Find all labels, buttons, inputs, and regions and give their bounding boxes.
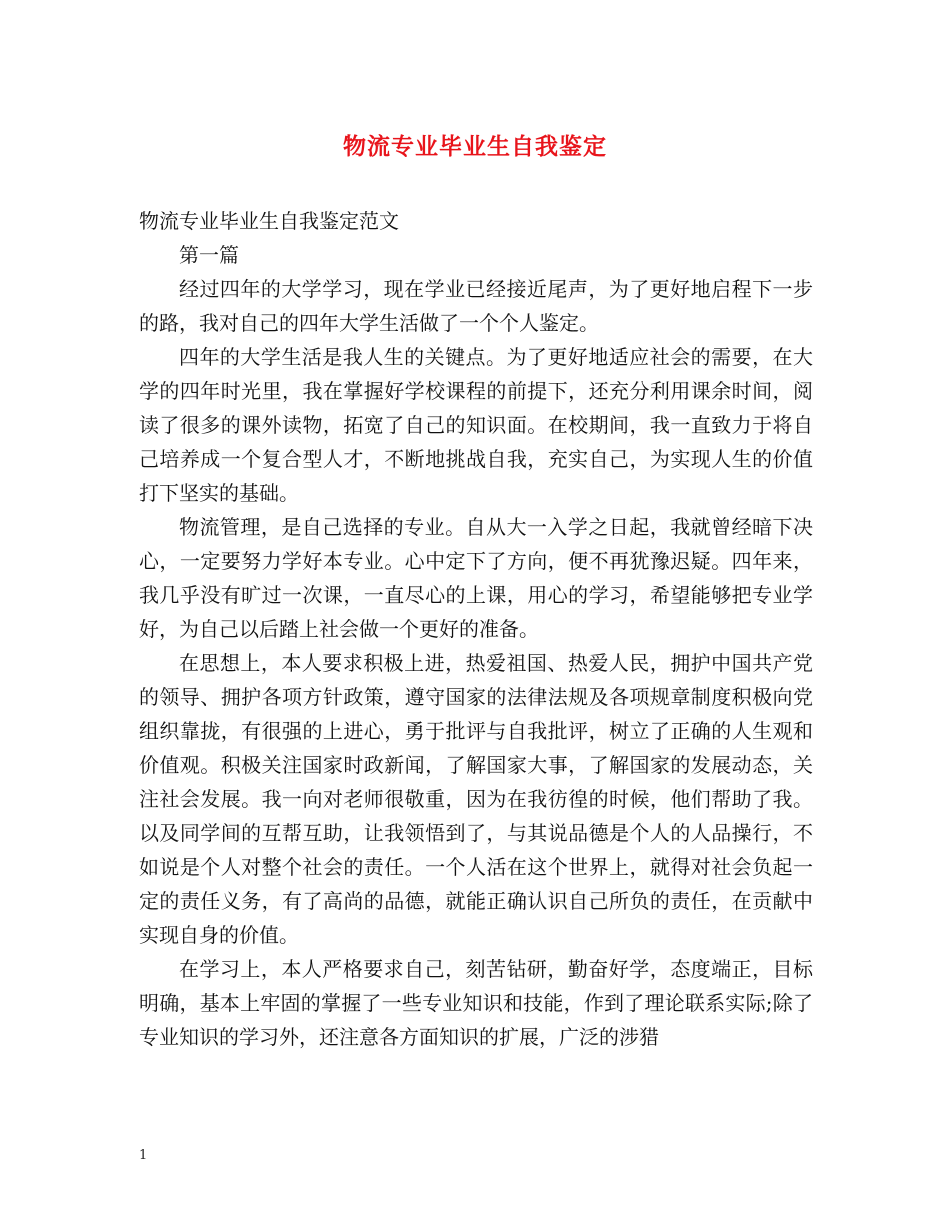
document-subtitle: 物流专业毕业生自我鉴定范文 [139,209,399,233]
paragraph: 四年的大学生活是我人生的关键点。为了更好地适应社会的需要，在大学的四年时光里，我在掌握好学校课程的前提下，还充分利用课余时间，阅读了很多的课外读物，拓宽了自己的知识面。在校期间，我一直致力于将自己培养成一个复合型人才，不断地挑战自我，充实自己，为实现人生的价值打下坚实的基础。 [139,345,813,505]
document-title: 物流专业毕业生自我鉴定 [343,134,607,160]
section-heading: 第一篇 [179,243,239,267]
page-number: 1 [139,1148,148,1163]
paragraph: 经过四年的大学学习，现在学业已经接近尾声，为了更好地启程下一步的路，我对自己的四年大学生活做了一个个人鉴定。 [139,277,813,335]
paragraph: 在学习上，本人严格要求自己，刻苦钻研，勤奋好学，态度端正，目标明确，基本上牢固的掌握了一些专业知识和技能，作到了理论联系实际;除了专业知识的学习外，还注意各方面知识的扩展，广泛的涉猎 [139,957,813,1049]
paragraph: 物流管理，是自己选择的专业。自从大一入学之日起，我就曾经暗下决心，一定要努力学好本专业。心中定下了方向，便不再犹豫迟疑。四年来，我几乎没有旷过一次课，一直尽心的上课，用心的学习，希望能够把专业学好，为自己以后踏上社会做一个更好的准备。 [139,515,813,641]
paragraph: 在思想上，本人要求积极上进，热爱祖国、热爱人民，拥护中国共产党的领导、拥护各项方针政策，遵守国家的法律法规及各项规章制度积极向党组织靠拢，有很强的上进心，勇于批评与自我批评，树立了正确的人生观和价值观。积极关注国家时政新闻，了解国家大事，了解国家的发展动态，关注社会发展。我一向对老师很敬重，因为在我彷徨的时候，他们帮助了我。以及同学间的互帮互助，让我领悟到了，与其说品德是个人的人品操行，不如说是个人对整个社会的责任。一个人活在这个世界上，就得对社会负起一定的责任义务，有了高尚的品德，就能正确认识自己所负的责任，在贡献中实现自身的价值。 [139,651,813,947]
document-body [139,204,813,1054]
